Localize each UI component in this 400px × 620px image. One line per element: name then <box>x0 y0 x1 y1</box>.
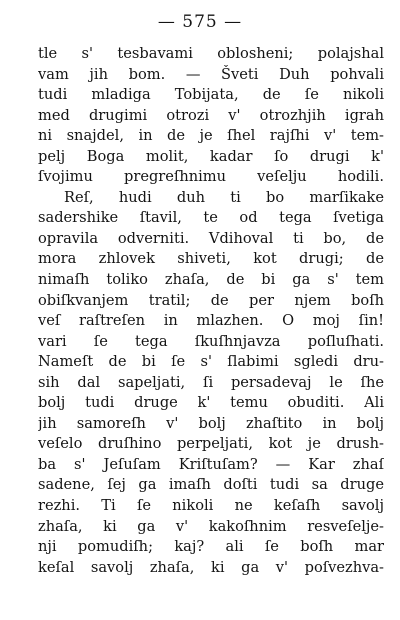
text-line: med drugimi otrozi v' otrozhjih igrah <box>38 106 384 124</box>
text-line: jih samoreſh v' bolj zhaſtito in bolj <box>38 414 384 432</box>
text-line: vam jih bom. — Šveti Duh pohvali <box>38 65 384 83</box>
text-line: keſal savolj zhaſa, ki ga v' poſvezhva- <box>38 558 384 576</box>
text-line: ba s' Jeſuſam Kriſtuſam? — Kar zhaſ <box>38 455 384 473</box>
text-line: ſvojimu pregreſhnimu veſelju hodili. <box>38 168 384 186</box>
text-line: ni snajdel, in de je ſhel rajſhi v' tem- <box>38 127 384 145</box>
text-line: veſelo druſhino perpeljati, kot je drush- <box>38 435 384 453</box>
text-line: mora zhlovek shiveti, kot drugi; de <box>38 250 384 268</box>
text-line: sih dal sapeljati, ſi persadevaj le ſhe <box>38 373 384 391</box>
body-text <box>38 44 384 578</box>
text-line: rezhi. Ti ſe nikoli ne keſaſh savolj <box>38 497 384 515</box>
page-number: — 575 — <box>157 12 243 32</box>
text-line: Reſ, hudi duh ti bo marſikake <box>64 188 384 206</box>
text-line: nimaſh toliko zhaſa, de bi ga s' tem <box>38 271 384 289</box>
text-line: pelj Boga molit, kadar ſo drugi k' <box>38 147 384 165</box>
text-line: tle s' tesbavami oblosheni; polajshal <box>38 45 384 62</box>
text-line: tudi mladiga Tobijata, de ſe nikoli <box>38 86 384 104</box>
text-line: Nameſt de bi ſe s' ſlabimi sgledi dru- <box>38 353 384 371</box>
text-line: vari ſe tega ſkuſhnjavza poſluſhati. <box>38 332 384 350</box>
text-line: bolj tudi druge k' temu obuditi. Ali <box>38 394 384 412</box>
text-line: sadene, ſej ga imaſh doſti tudi sa druge <box>38 476 384 494</box>
text-line: obiſkvanjem tratil; de per njem boſh <box>38 291 384 309</box>
text-line: zhaſa, ki ga v' kakoſhnim resveſelje- <box>38 517 384 535</box>
text-line: sadershike ſtavil, te od tega ſvetiga <box>38 209 384 227</box>
text-line: opravila odverniti. Vdihoval ti bo, de <box>38 229 384 247</box>
text-line: nji pomudiſh; kaj? ali ſe boſh mar <box>38 538 384 556</box>
text-line: veſ raſtreſen in mlazhen. O moj ſin! <box>38 312 384 330</box>
